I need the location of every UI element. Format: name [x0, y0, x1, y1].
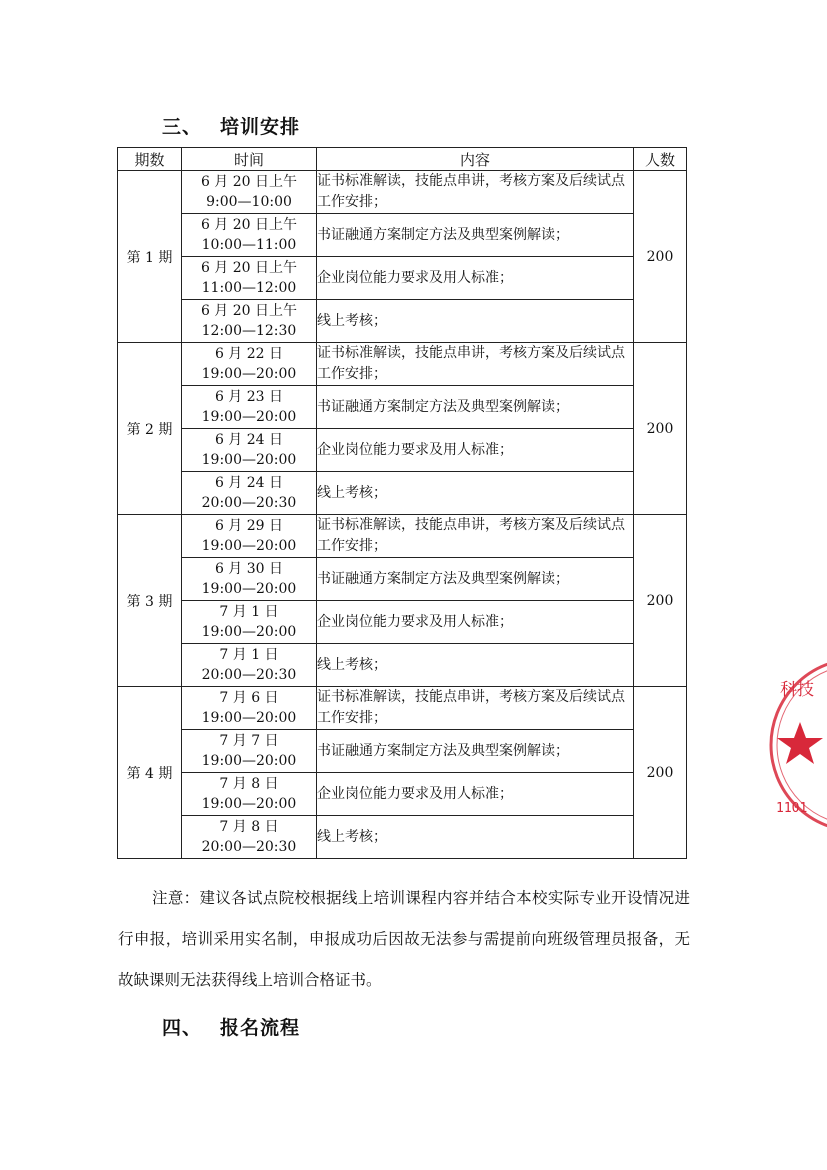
session-time: 20:00—20:30 [201, 495, 297, 511]
content-cell: 证书标准解读，技能点串讲，考核方案及后续试点工作安排； [317, 515, 634, 558]
session-date: 6 月 20 日上午 [200, 303, 298, 319]
session-time: 19:00—20:00 [201, 409, 297, 425]
time-cell [182, 429, 317, 472]
section-4-heading [162, 1013, 300, 1040]
session-date: 7 月 8 日 [219, 819, 279, 835]
time-cell [182, 816, 317, 859]
table-row [118, 214, 687, 257]
note-paragraph: 注意：建议各试点院校根据线上培训课程内容并结合本校实际专业开设情况进行申报，培训采用实名制，申报成功后因故无法参与需提前向班级管理员报备，无故缺课则无法获得线上培训合格证书。 [118, 889, 690, 989]
content-cell: 线上考核； [317, 644, 634, 687]
time-cell [182, 644, 317, 687]
session-time: 19:00—20:00 [201, 796, 297, 812]
section-4-number: 四、 [162, 1017, 203, 1039]
seal-text-bottom: 1101 [776, 801, 808, 816]
session-date: 6 月 20 日上午 [200, 260, 298, 276]
session-date: 7 月 6 日 [219, 690, 279, 706]
training-schedule-table [117, 147, 687, 859]
table-row [118, 730, 687, 773]
session-time: 20:00—20:30 [201, 667, 297, 683]
period-cell: 第 3 期 [118, 515, 182, 687]
content-cell: 企业岗位能力要求及用人标准； [317, 601, 634, 644]
content-cell: 证书标准解读，技能点串讲，考核方案及后续试点工作安排； [317, 171, 634, 214]
table-row [118, 644, 687, 687]
time-cell [182, 300, 317, 343]
section-3-title: 培训安排 [220, 116, 301, 138]
count-cell: 200 [634, 515, 687, 687]
time-cell [182, 687, 317, 730]
section-4-title: 报名流程 [220, 1017, 301, 1039]
table-row [118, 429, 687, 472]
official-seal [762, 660, 827, 840]
session-time: 19:00—20:00 [201, 624, 297, 640]
session-time: 19:00—20:00 [201, 538, 297, 554]
table-row [118, 171, 687, 214]
content-cell: 线上考核； [317, 816, 634, 859]
table-row [118, 472, 687, 515]
table-row [118, 687, 687, 730]
period-cell: 第 4 期 [118, 687, 182, 859]
section-3-heading [162, 112, 300, 139]
content-cell: 线上考核； [317, 472, 634, 515]
session-date: 6 月 30 日 [214, 561, 284, 577]
period-cell: 第 1 期 [118, 171, 182, 343]
count-cell: 200 [634, 687, 687, 859]
session-time: 19:00—20:00 [201, 753, 297, 769]
count-cell: 200 [634, 171, 687, 343]
session-date: 6 月 22 日 [214, 346, 284, 362]
time-cell [182, 386, 317, 429]
header-content: 内容 [317, 148, 634, 171]
period-cell: 第 2 期 [118, 343, 182, 515]
header-time: 时间 [182, 148, 317, 171]
time-cell [182, 214, 317, 257]
session-date: 6 月 24 日 [214, 475, 284, 491]
table-row [118, 816, 687, 859]
time-cell [182, 730, 317, 773]
table-row [118, 257, 687, 300]
seal-star-icon [777, 722, 823, 764]
header-period: 期数 [118, 148, 182, 171]
time-cell [182, 773, 317, 816]
session-date: 7 月 8 日 [219, 776, 279, 792]
time-cell [182, 171, 317, 214]
content-cell: 书证融通方案制定方法及典型案例解读； [317, 730, 634, 773]
content-cell: 书证融通方案制定方法及典型案例解读； [317, 214, 634, 257]
table-row [118, 773, 687, 816]
content-cell: 书证融通方案制定方法及典型案例解读； [317, 386, 634, 429]
table-row [118, 300, 687, 343]
content-cell: 企业岗位能力要求及用人标准； [317, 773, 634, 816]
count-cell: 200 [634, 343, 687, 515]
time-cell [182, 343, 317, 386]
session-date: 6 月 20 日上午 [200, 217, 298, 233]
session-time: 11:00—12:00 [201, 280, 297, 296]
session-time: 12:00—12:30 [201, 323, 297, 339]
session-time: 19:00—20:00 [201, 710, 297, 726]
content-cell: 书证融通方案制定方法及典型案例解读； [317, 558, 634, 601]
content-cell: 证书标准解读，技能点串讲，考核方案及后续试点工作安排； [317, 343, 634, 386]
registration-note [118, 878, 690, 1001]
content-cell: 企业岗位能力要求及用人标准； [317, 257, 634, 300]
session-date: 7 月 1 日 [219, 604, 279, 620]
time-cell [182, 472, 317, 515]
table-row [118, 515, 687, 558]
content-cell: 企业岗位能力要求及用人标准； [317, 429, 634, 472]
header-count: 人数 [634, 148, 687, 171]
table-header-row [118, 148, 687, 171]
time-cell [182, 558, 317, 601]
session-time: 10:00—11:00 [201, 237, 297, 253]
content-cell: 线上考核； [317, 300, 634, 343]
session-date: 6 月 23 日 [214, 389, 284, 405]
session-time: 19:00—20:00 [201, 452, 297, 468]
table-row [118, 343, 687, 386]
session-date: 6 月 24 日 [214, 432, 284, 448]
session-date: 6 月 20 日上午 [200, 174, 298, 190]
session-date: 6 月 29 日 [214, 518, 284, 534]
table-row [118, 601, 687, 644]
session-time: 19:00—20:00 [201, 581, 297, 597]
session-date: 7 月 7 日 [219, 733, 279, 749]
table-row [118, 558, 687, 601]
table-row [118, 386, 687, 429]
time-cell [182, 257, 317, 300]
time-cell [182, 601, 317, 644]
session-time: 20:00—20:30 [201, 839, 297, 855]
session-time: 9:00—10:00 [206, 194, 292, 210]
seal-text-top: 科技 [780, 680, 814, 700]
section-3-number: 三、 [162, 116, 203, 138]
time-cell [182, 515, 317, 558]
session-date: 7 月 1 日 [219, 647, 279, 663]
content-cell: 证书标准解读，技能点串讲，考核方案及后续试点工作安排； [317, 687, 634, 730]
session-time: 19:00—20:00 [201, 366, 297, 382]
